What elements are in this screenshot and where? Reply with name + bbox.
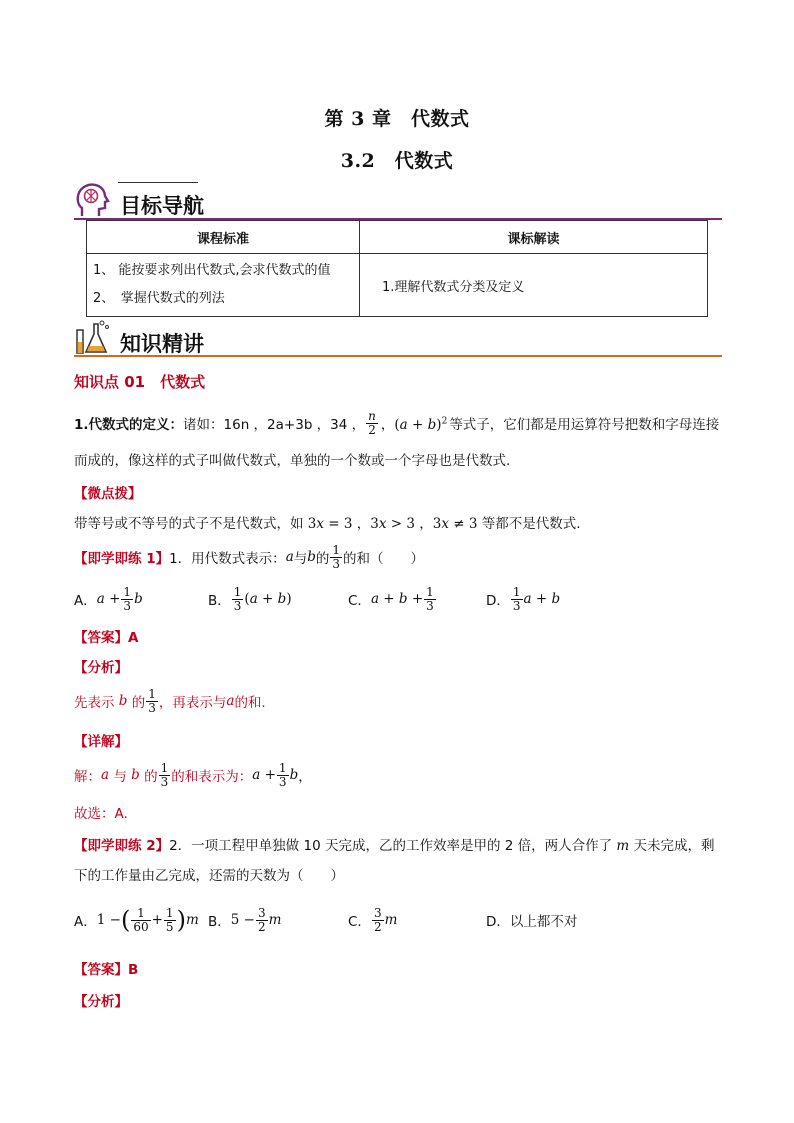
practice2-question-line1: 【即学即练 2】2．一项工程甲单独做 10 天完成，乙的工作效率是甲的 2 倍，两人合作了 m 天未完成，剩 [74, 838, 715, 854]
p2-option-c-label: C． [348, 914, 371, 930]
practice2-analysis-label: 【分析】 [74, 994, 128, 1010]
detail-text-1: 解： [74, 769, 101, 785]
flask-icon [72, 318, 112, 356]
practice2-label: 【即学即练 2】 [74, 838, 170, 854]
knowledge-point-title: 知识点 01 代数式 [74, 373, 206, 391]
table-cell-interpretation: 1.理解代数式分类及定义 [360, 254, 708, 317]
table-header-standard: 课程标准 [87, 221, 360, 254]
var-b: b [307, 549, 316, 565]
practice1-question-prefix: 1．用代数式表示： [169, 551, 286, 567]
formula-n-over-2: $\frac{n}{2}$ [368, 408, 376, 437]
option-c: C． a + b + $\frac{1}{3}$ [348, 584, 434, 613]
tip-label: 【微点拨】 [74, 486, 142, 502]
option-a-label: A． [74, 593, 97, 609]
practice1-conclusion: 故选：A. [74, 806, 128, 822]
practice2-text-1: 2．一项工程甲单独做 10 天完成，乙的工作效率是甲的 2 倍，两人合作了 [169, 838, 613, 854]
option-a: A． a + $\frac{1}{3}$ b [74, 584, 143, 613]
standard-item-2: 2、 掌握代数式的列法 [93, 291, 225, 306]
table-cell-standards [87, 254, 360, 317]
p2-option-a: A． 1 − ( $\frac{1}{60}$ + $\frac{1}{5}$ ) m [74, 905, 199, 934]
option-d-label: D． [486, 593, 510, 609]
standards-table [86, 220, 708, 317]
table-header-interpretation: 课标解读 [360, 221, 708, 254]
var-a: a [285, 549, 294, 565]
practice1-options [74, 582, 714, 616]
section-title: 3.2 代数式 [340, 150, 454, 172]
definition-line-1 [74, 405, 719, 441]
p2-option-b: B． 5 − $\frac{3}{2}$ m [208, 905, 282, 934]
tip-formulas: 3x = 3 ，3x > 3 ，3x ≠ 3 [307, 516, 478, 532]
formula-a-plus-b-squared: ，$(a + b)^2$ [380, 416, 448, 433]
practice2-options [74, 900, 714, 940]
analysis-text-1: 先表示 [74, 695, 115, 711]
option-d: D． $\frac{1}{3}$ a + b [486, 584, 561, 613]
head-brain-icon [72, 180, 112, 220]
definition-label: 1.代数式的定义： [74, 417, 184, 433]
detail-text-2: 的和表示为： [171, 769, 253, 785]
tip-text-2: 等都不是代数式. [481, 516, 581, 532]
p2-option-d [486, 900, 577, 940]
practice1-question-suffix: 的和（ ） [343, 551, 425, 567]
practice1-answer: 【答案】A [74, 630, 139, 646]
nav-section-title: 目标导航 [120, 194, 204, 218]
option-b-label: B． [208, 593, 231, 609]
option-c-label: C． [348, 593, 371, 609]
definition-line-2: 而成的，像这样的式子叫做代数式，单独的一个数或一个字母也是代数式. [74, 453, 511, 469]
option-b: B． $\frac{1}{3}$ (a + b) [208, 584, 292, 613]
p2-option-a-label: A． [74, 914, 97, 930]
p2-option-b-label: B． [208, 914, 231, 930]
p2-option-c: C． $\frac{3}{2}$ m [348, 905, 398, 934]
tip-line [74, 512, 581, 532]
practice2-text-1-end: 天未完成，剩 [633, 838, 715, 854]
standard-item-1: 1、 能按要求列出代数式,会求代数式的值 [93, 263, 331, 278]
practice1-question: 【即学即练 1】 1．用代数式表示： a 与 b 的 $\frac{1}{3}$ 的和（ ） [74, 542, 425, 571]
knowledge-section-title: 知识精讲 [120, 332, 204, 356]
practice1-analysis: 先表示 b 的 $\frac{1}{3}$ ，再表示与 a 的和. [74, 686, 266, 715]
practice2-question-line2: 下的工作量由乙完成，还需的天数为（ ） [74, 868, 344, 884]
practice1-label: 【即学即练 1】 [74, 551, 170, 567]
knowledge-underline [74, 355, 722, 357]
practice1-analysis-label: 【分析】 [74, 660, 128, 676]
practice1-detail-label: 【详解】 [74, 734, 128, 750]
nav-deco-line [118, 182, 198, 183]
definition-text-2: 等式子，它们都是用运算符号把数和字母连接 [449, 417, 720, 433]
fraction-one-third: $\frac{1}{3}$ [332, 542, 341, 571]
analysis-text-2: ，再表示与 [158, 695, 227, 711]
practice1-detail: 解： a 与 b 的 $\frac{1}{3}$ 的和表示为： a + $\frac{1}{3}$ b ， [74, 760, 312, 789]
practice2-answer: 【答案】B [74, 962, 139, 978]
analysis-text-3: 的和. [234, 695, 266, 711]
tip-text-1: 带等号或不等号的式子不是代数式，如 [74, 516, 304, 532]
chapter-title: 第 3 章 代数式 [324, 108, 470, 130]
p2-option-d-label: D．以上都不对 [486, 914, 578, 930]
definition-text-1: 诸如：16n ，2a+3b ，34 ， [183, 417, 366, 433]
